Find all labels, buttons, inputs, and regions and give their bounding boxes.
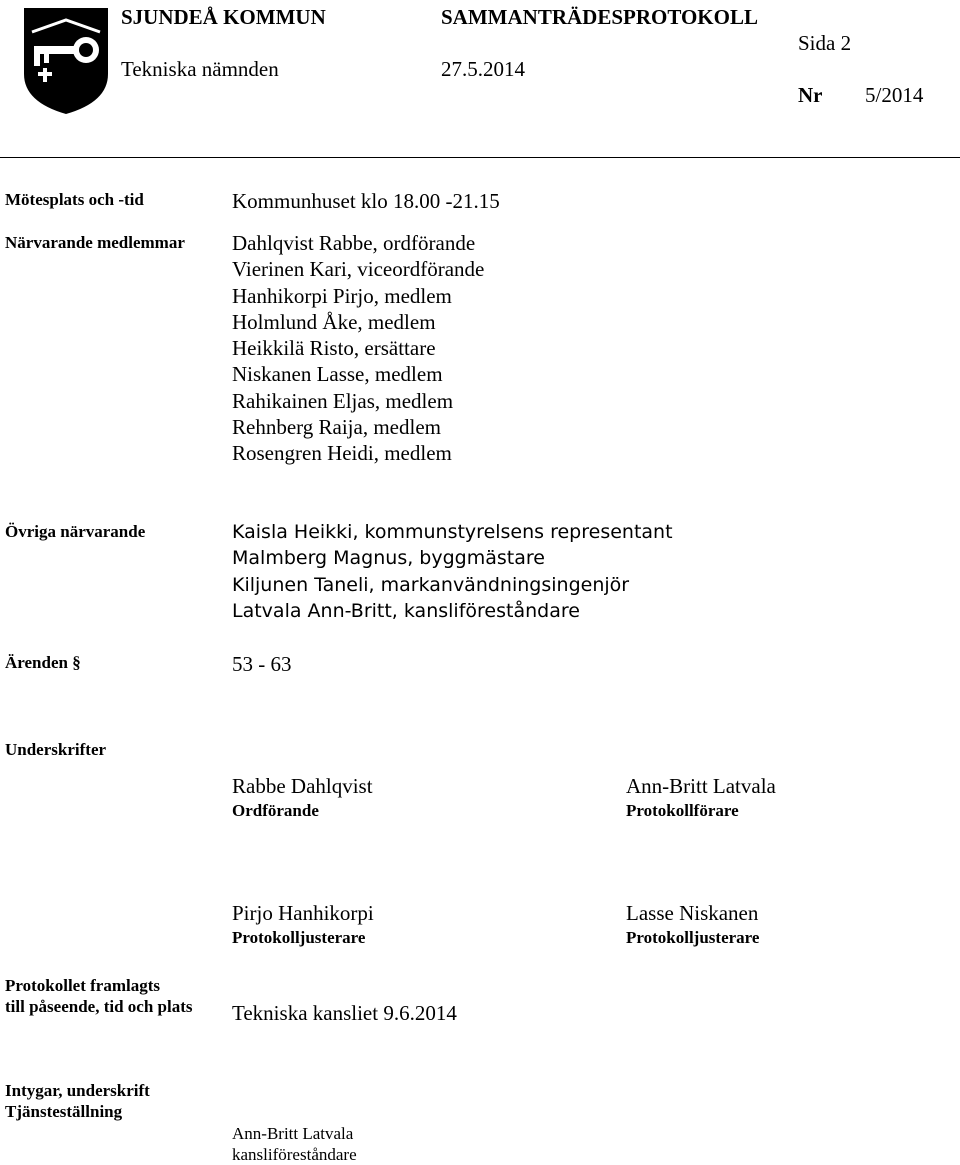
municipality-name: SJUNDEÅ KOMMUN <box>121 5 326 29</box>
public-label-line1: Protokollet framlagts <box>5 976 161 995</box>
secretary-role: Protokollförare <box>626 801 739 820</box>
list-item: Rehnberg Raija, medlem <box>232 415 441 440</box>
list-item: Rahikainen Eljas, medlem <box>232 388 454 413</box>
chair-role: Ordförande <box>232 801 319 820</box>
members-list <box>232 230 484 467</box>
checker1-name: Pirjo Hanhikorpi <box>232 901 374 925</box>
matters-label: Ärenden § <box>5 653 81 672</box>
list-item: Heikkilä Risto, ersättare <box>232 336 436 361</box>
checker1-role: Protokolljusterare <box>232 928 366 947</box>
list-item: Kiljunen Taneli, markanvändningsingenjör <box>232 573 630 596</box>
certificate-title: kansliföreståndare <box>232 1145 357 1164</box>
page-number: Sida 2 <box>798 31 852 55</box>
chair-name: Rabbe Dahlqvist <box>232 774 373 798</box>
list-item: Malmberg Magnus, byggmästare <box>232 547 545 570</box>
document-type: SAMMANTRÄDESPROTOKOLL <box>441 5 758 29</box>
public-value: Tekniska kansliet 9.6.2014 <box>232 1001 457 1025</box>
checker2-name: Lasse Niskanen <box>626 901 759 925</box>
secretary-name: Ann-Britt Latvala <box>626 774 776 798</box>
members-label: Närvarande medlemmar <box>5 233 185 252</box>
signatures-label: Underskrifter <box>5 740 107 759</box>
nr-value: 5/2014 <box>865 83 924 107</box>
place-value: Kommunhuset klo 18.00 -21.15 <box>232 189 500 213</box>
list-item: Vierinen Kari, viceordförande <box>232 257 485 282</box>
place-label: Mötesplats och -tid <box>5 190 144 209</box>
list-item: Dahlqvist Rabbe, ordförande <box>232 231 476 255</box>
certificate-label-line1: Intygar, underskrift <box>5 1081 150 1100</box>
list-item: Niskanen Lasse, medlem <box>232 362 443 387</box>
certificate-label-line2: Tjänsteställning <box>5 1102 123 1121</box>
certificate-name: Ann-Britt Latvala <box>232 1124 354 1143</box>
matters-value: 53 - 63 <box>232 652 292 676</box>
municipal-coat-of-arms-logo <box>22 6 110 116</box>
list-item: Latvala Ann-Britt, kansliföreståndare <box>232 599 580 622</box>
list-item: Rosengren Heidi, medlem <box>232 441 452 466</box>
others-list <box>232 519 673 624</box>
nr-label: Nr <box>798 83 823 107</box>
list-item: Kaisla Heikki, kommunstyrelsens representant <box>232 521 673 543</box>
public-label-line2: till påseende, tid och plats <box>5 997 193 1016</box>
list-item: Hanhikorpi Pirjo, medlem <box>232 283 452 308</box>
others-label: Övriga närvarande <box>5 522 146 541</box>
checker2-role: Protokolljusterare <box>626 928 760 947</box>
committee-name: Tekniska nämnden <box>121 57 279 81</box>
list-item: Holmlund Åke, medlem <box>232 309 436 334</box>
header-divider <box>0 157 960 158</box>
meeting-date: 27.5.2014 <box>441 57 525 81</box>
